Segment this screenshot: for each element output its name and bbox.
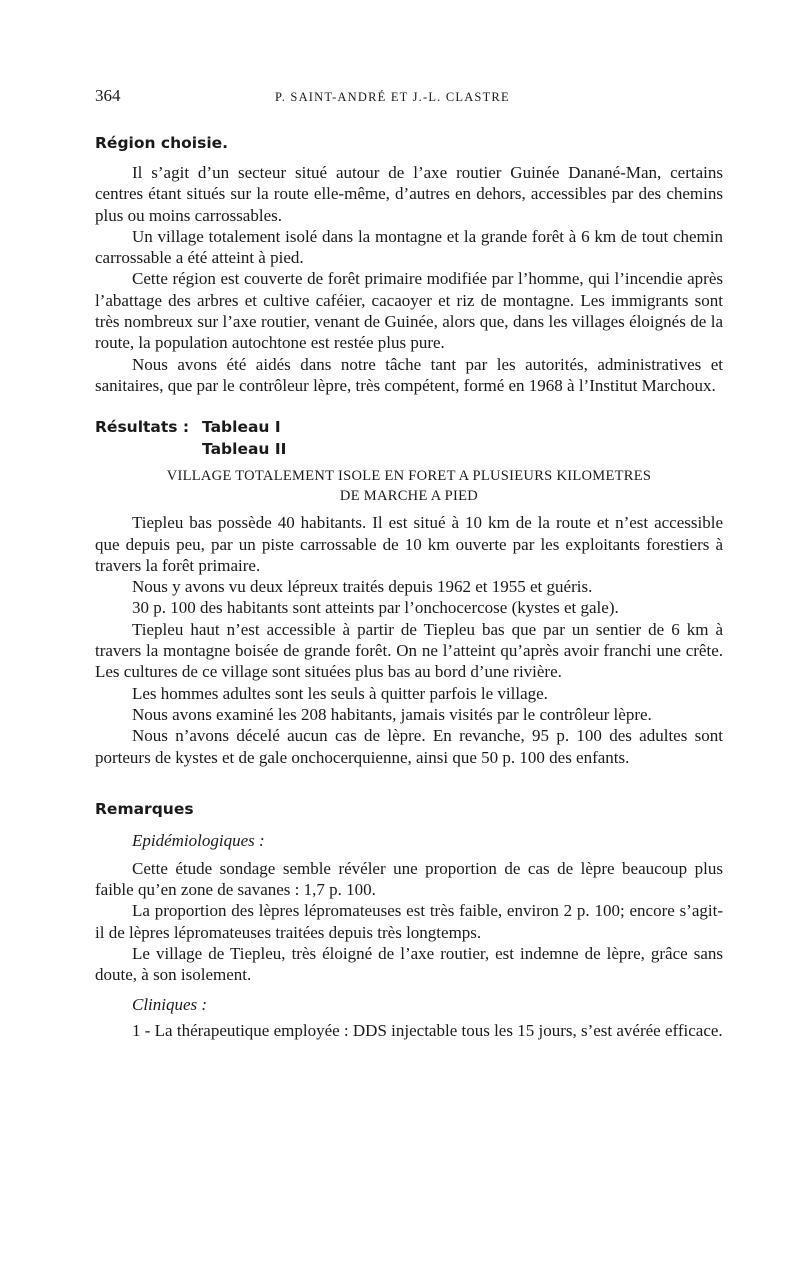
subhead-clinical: Cliniques : (132, 994, 208, 1014)
header-authors: P. SAINT-ANDRÉ ET J.-L. CLASTRE (275, 90, 510, 104)
table-ref-1: Tableau I (202, 418, 281, 437)
paragraph: Tiepleu haut n’est accessible à partir de Tiepleu bas que par un sentier de 6 km à travers la montagne boisée de grande forêt. On ne l’atteint qu’après avoir franchi une crête. Les cultures de ce village sont situées plus bas au bord d’une rivière. (95, 619, 723, 682)
paragraph: 30 p. 100 des habitants sont atteints par l’onchocercose (kystes et gale). (132, 598, 619, 618)
paragraph: Nous avons été aidés dans notre tâche tant par les autorités, administratives et sanitaires, que par le contrôleur lèpre, très compétent, formé en 1968 à l’Institut Marchoux. (95, 354, 723, 395)
paragraph: Nous y avons vu deux lépreux traités depuis 1962 et 1955 et guéris. (132, 577, 593, 597)
page-number: 364 (95, 86, 121, 105)
results-label: Résultats : (95, 418, 190, 437)
subhead-epidemiological: Epidémiologiques : (132, 830, 265, 850)
section-remarks (95, 798, 723, 1041)
paragraph: Tiepleu bas possède 40 habitants. Il est situé à 10 km de la route et n’est accessible que depuis peu, par un piste carrossable de 10 km ouverte par les exploitants forestiers à travers la forêt primaire. (95, 513, 723, 575)
paragraph: La proportion des lèpres lépromateuses est très faible, environ 2 p. 100; encore s’agit-il de lèpres lépromateuses traitées depuis très longtemps. (95, 901, 723, 942)
table-ref-2: Tableau II (202, 440, 287, 459)
paragraph: Nous n’avons décelé aucun cas de lèpre. En revanche, 95 p. 100 des adultes sont porteurs de kystes et de gale onchocerquienne, ainsi que 50 p. 100 des enfants. (95, 726, 723, 767)
paragraph: Le village de Tiepleu, très éloigné de l’axe routier, est indemne de lèpre, grâce sans doute, à son isolement. (95, 944, 723, 985)
page (95, 80, 723, 1041)
table-title-line-2: DE MARCHE A PIED (339, 488, 479, 505)
paragraph: Nous avons examiné les 208 habitants, jamais visités par le contrôleur lèpre. (132, 704, 652, 724)
table-title-line-1: VILLAGE TOTALEMENT ISOLE EN FORET A PLUSIEURS KILOMETRES (166, 468, 652, 485)
paragraph: Un village totalement isolé dans la montagne et la grande forêt à 6 km de tout chemin carrossable a été atteint à pied. (95, 226, 723, 268)
results-heading (95, 416, 723, 460)
paragraph: Il s’agit d’un secteur situé autour de l’axe routier Guinée Danané-Man, certains centres étant situés sur la route elle-même, d’autres en dehors, accessibles par des chemins plus ou moins carrossables. (95, 163, 723, 225)
paragraph: Les hommes adultes sont les seuls à quitter parfois le village. (132, 683, 548, 703)
paragraph: Cette région est couverte de forêt primaire modifiée par l’homme, qui l’incendie après l’abattage des arbres et cultive caféier, cacaoyer et riz de montagne. Les immigrants sont très nombreux sur l’axe routier, venant de Guinée, alors que, dans les villages éloignés de la route, la population autochtone est restée plus pure. (95, 269, 723, 353)
section-heading-remarks: Remarques (95, 799, 194, 818)
section-results (95, 416, 723, 768)
paragraph: Cette étude sondage semble révéler une proportion de cas de lèpre beaucoup plus faible qu’en zone de savanes : 1,7 p. 100. (95, 858, 723, 900)
paragraph: 1 - La thérapeutique employée : DDS injectable tous les 15 jours, s’est avérée efficace. (132, 1020, 723, 1040)
running-head (95, 80, 723, 114)
section-region (95, 132, 723, 396)
section-heading-region: Région choisie. (95, 134, 229, 152)
